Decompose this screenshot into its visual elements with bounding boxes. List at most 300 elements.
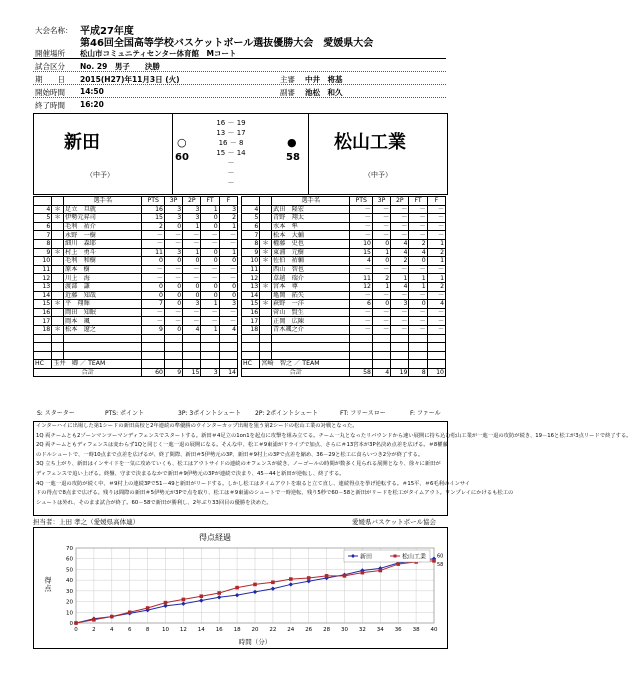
- empty-cell: [272, 334, 350, 343]
- empty-cell: [201, 351, 219, 360]
- total-pts: 60: [142, 368, 165, 377]
- player-2p: －: [183, 308, 201, 317]
- commentary-line: ディフェンスで追い上げる。終盤、守まで決まるなかで新田＃9伊勢元の3Pが連続で決まり、45－44と新田が逆転し、終了する。: [36, 470, 345, 477]
- x-tick-label: 12: [179, 627, 187, 633]
- year-title: 平成27年度: [80, 26, 134, 37]
- data-point: [271, 580, 275, 584]
- player-3p: －: [164, 308, 182, 317]
- player-ft: －: [409, 308, 427, 317]
- empty-cell: [219, 351, 237, 360]
- data-point: [92, 618, 96, 622]
- quarter-row: [206, 138, 256, 148]
- commentary-line: 1Q 両チームとも2ゾーンマンツーマンディフェンスでスタートする。新田＃4足立の1on1を起点に攻撃を組み立てる。チーム一丸となったリバウンドから速い展開に持ち込む松山工業が一進一退の攻防が続き、19－16と松工が3点リードで終了する。: [36, 432, 632, 439]
- x-tick-label: 6: [127, 627, 132, 633]
- player-ft: 0: [201, 257, 219, 266]
- empty-cell: [372, 343, 390, 352]
- divider: [33, 97, 446, 98]
- player-number: 17: [242, 317, 260, 326]
- player-ft: 2: [409, 239, 427, 248]
- player-fouls: 0: [219, 282, 237, 291]
- player-name: 村上 勇斗: [64, 248, 142, 257]
- starter-mark: [52, 239, 64, 248]
- empty-cell: [427, 360, 445, 369]
- starter-mark: [52, 231, 64, 240]
- player-pts: 15: [350, 248, 373, 257]
- player-fouls: －: [427, 222, 445, 231]
- hc-label: HC: [34, 360, 52, 369]
- player-row: [34, 239, 238, 248]
- starter-mark: [260, 308, 272, 317]
- x-tick-label: 10: [162, 627, 169, 633]
- player-ft: －: [201, 239, 219, 248]
- tournament-title: 第46回全国高等学校バスケットボール選抜優勝大会 愛媛県大会: [80, 38, 374, 49]
- player-ft: －: [409, 317, 427, 326]
- x-tick-label: 22: [269, 627, 277, 633]
- starter-mark: ＊: [52, 205, 64, 214]
- empty-cell: [219, 343, 237, 352]
- player-number: 16: [242, 308, 260, 317]
- player-name: 武田 隆宏: [272, 205, 350, 214]
- empty-cell: [34, 343, 52, 352]
- legend-ft: FT: フリースロー: [340, 410, 386, 417]
- player-3p: 0: [164, 325, 182, 334]
- player-name: 宮本 尊: [272, 282, 350, 291]
- player-fouls: 2: [219, 214, 237, 223]
- empty-cell: [64, 334, 142, 343]
- player-row: [34, 231, 238, 240]
- player-ft: －: [201, 231, 219, 240]
- player-ft: 1: [409, 282, 427, 291]
- player-name: 萩野 一洋: [272, 300, 350, 309]
- player-2p: －: [391, 265, 409, 274]
- player-number: 9: [242, 248, 260, 257]
- player-3p: －: [372, 214, 390, 223]
- empty-cell: [409, 351, 427, 360]
- empty-cell: [201, 343, 219, 352]
- starter-mark: ＊: [52, 214, 64, 223]
- header-ft: FT: [409, 197, 427, 206]
- empty-cell: [350, 334, 373, 343]
- player-name: 平 翔輝: [64, 300, 142, 309]
- empty-row: [34, 343, 238, 352]
- organization: 愛媛県バスケットボール協会: [352, 518, 437, 526]
- x-tick-label: 38: [412, 627, 420, 633]
- player-row: [242, 274, 446, 283]
- legend-label: 松山工業: [402, 553, 427, 561]
- empty-cell: [142, 343, 165, 352]
- data-point: [128, 610, 132, 614]
- player-row: [242, 214, 446, 223]
- player-3p: －: [164, 239, 182, 248]
- player-row: [34, 257, 238, 266]
- player-3p: －: [372, 291, 390, 300]
- x-tick-label: 4: [110, 627, 114, 633]
- data-point: [164, 601, 168, 605]
- player-pts: －: [350, 325, 373, 334]
- away-box-score: [241, 196, 446, 377]
- player-fouls: 1: [219, 248, 237, 257]
- away-region: （中予）: [364, 171, 392, 179]
- header-blank: [242, 197, 260, 206]
- player-fouls: －: [427, 308, 445, 317]
- player-number: 16: [34, 308, 52, 317]
- data-point: [146, 606, 150, 610]
- player-pts: －: [350, 265, 373, 274]
- empty-cell: [372, 334, 390, 343]
- data-point: [235, 593, 239, 597]
- player-fouls: －: [219, 274, 237, 283]
- starter-mark: [52, 282, 64, 291]
- commentary-line: のドルシュートで、一時10点まで点差を広げるが、終了間際、新田＃5伊勢元の3P、新田＃9村上の3Pで点差を縮め、36－29と松工に食らいつき2分が終了する。: [36, 451, 424, 458]
- player-ft: －: [409, 231, 427, 240]
- player-3p: 0: [372, 257, 390, 266]
- player-2p: 4: [391, 248, 409, 257]
- player-fouls: 3: [219, 300, 237, 309]
- player-number: 18: [242, 325, 260, 334]
- empty-cell: [272, 351, 350, 360]
- player-3p: －: [372, 265, 390, 274]
- empty-cell: [427, 334, 445, 343]
- player-2p: －: [183, 265, 201, 274]
- player-fouls: 1: [219, 222, 237, 231]
- player-3p: 0: [372, 300, 390, 309]
- empty-cell: [52, 334, 64, 343]
- player-name: 足立 旦就: [64, 205, 142, 214]
- player-3p: －: [164, 265, 182, 274]
- commentary-line: ドの得点で8点まで広げる。残りは間際の新田＃5伊勢元が3Pで点を取り、松工は＃9東浦のシュートで一時逆転、残り5秒で60－58と新田がリードを松工がタイムアウト。ワンプレイにかけるも松工の: [36, 490, 514, 497]
- player-ft: －: [201, 317, 219, 326]
- head-coach-name: 玉井 卿 ／ TEAM: [52, 360, 142, 369]
- player-3p: －: [372, 308, 390, 317]
- player-3p: 1: [372, 248, 390, 257]
- player-ft: －: [409, 205, 427, 214]
- x-tick-label: 16: [215, 627, 223, 633]
- player-fouls: －: [219, 317, 237, 326]
- y-axis-label: 得点: [44, 576, 52, 593]
- legend-label: 新田: [360, 553, 373, 561]
- player-pts: －: [350, 231, 373, 240]
- empty-cell: [409, 360, 427, 369]
- venue-label: 開催場所: [35, 49, 65, 58]
- data-point: [182, 598, 186, 602]
- away-team-name: 松山工業: [334, 132, 406, 153]
- referee-main-label: 主審: [280, 75, 295, 84]
- empty-cell: [164, 343, 182, 352]
- y-tick-label: 50: [66, 567, 73, 574]
- quarter-row: [206, 168, 256, 178]
- quarter-separator: －: [225, 149, 237, 157]
- header-blank: [34, 197, 52, 206]
- divider: [33, 84, 446, 85]
- commentary-line: 2Q 両チームともディフェンスは変わらず1Qと同じく一進一退の展開になる。そんな中、松工＃9東浦がドライブで加点、さらに＃13宮本が3P名決め点差を広げる。＃8權藤: [36, 442, 448, 449]
- player-row: [34, 222, 238, 231]
- player-ft: 0: [201, 222, 219, 231]
- game-info: No. 29 男子 決勝: [80, 62, 160, 71]
- player-row: [242, 231, 446, 240]
- totals-row: [34, 368, 238, 377]
- player-row: [242, 222, 446, 231]
- player-2p: 4: [391, 239, 409, 248]
- quarter-home-score: 13: [216, 129, 226, 137]
- x-tick-label: 30: [341, 627, 348, 633]
- player-pts: 0: [142, 282, 165, 291]
- player-name: 伊勢元昇司: [64, 214, 142, 223]
- player-pts: －: [142, 308, 165, 317]
- data-point: [217, 595, 221, 599]
- x-tick-label: 36: [394, 627, 402, 633]
- data-point: [343, 574, 347, 578]
- starter-mark: [260, 231, 272, 240]
- head-coach-row: [242, 360, 446, 369]
- player-pts: 7: [142, 300, 165, 309]
- empty-cell: [64, 351, 142, 360]
- quarter-separator: －: [227, 169, 235, 177]
- player-row: [34, 300, 238, 309]
- player-row: [242, 291, 446, 300]
- player-name: 正岡 広陳: [272, 317, 350, 326]
- y-tick-label: 60: [66, 556, 73, 563]
- quarter-home-score: 16: [216, 119, 226, 127]
- legend-marker: [394, 555, 397, 558]
- x-tick-label: 20: [251, 627, 259, 633]
- player-number: 11: [34, 265, 52, 274]
- x-tick-label: 2: [92, 627, 96, 633]
- player-number: 6: [242, 222, 260, 231]
- player-pts: －: [142, 274, 165, 283]
- player-ft: －: [201, 308, 219, 317]
- player-2p: 0: [183, 291, 201, 300]
- player-pts: 6: [350, 300, 373, 309]
- legend-foul: F: ファール: [410, 410, 441, 417]
- player-name: 毛利 祐介: [64, 222, 142, 231]
- player-3p: 3: [164, 214, 182, 223]
- player-pts: 9: [142, 325, 165, 334]
- player-fouls: 3: [219, 205, 237, 214]
- player-pts: 11: [142, 248, 165, 257]
- commentary-line: シュートは外れ、そのまま試合が終了。60－58で新田が勝利し、2年ぶり33回目の優勝を決めた。: [36, 499, 272, 506]
- x-axis-label: 時間（分）: [238, 638, 272, 646]
- player-row: [242, 300, 446, 309]
- quarter-separator: －: [227, 139, 239, 147]
- player-row: [34, 265, 238, 274]
- x-tick-label: 26: [305, 627, 313, 633]
- player-row: [242, 325, 446, 334]
- player-name: 青木颯之介: [272, 325, 350, 334]
- player-row: [34, 308, 238, 317]
- player-name: 草越 瑞介: [272, 274, 350, 283]
- player-2p: －: [391, 308, 409, 317]
- legend-2p: 2P: 2ポイントシュート: [255, 410, 319, 417]
- player-ft: －: [201, 274, 219, 283]
- player-2p: 1: [183, 222, 201, 231]
- player-name: 東浦 元樹: [272, 248, 350, 257]
- empty-cell: [372, 351, 390, 360]
- starter-mark: [52, 317, 64, 326]
- total-2p: 19: [391, 368, 409, 377]
- starter-mark: ＊: [260, 282, 272, 291]
- player-pts: 4: [350, 257, 373, 266]
- chart-svg: [34, 528, 447, 648]
- player-ft: 1: [201, 205, 219, 214]
- player-number: 10: [34, 257, 52, 266]
- player-name: 菅山 賢生: [272, 308, 350, 317]
- starter-mark: [260, 317, 272, 326]
- player-name: 亀岡 拓矢: [272, 291, 350, 300]
- score-progress-chart: [33, 527, 448, 649]
- quarter-separator: －: [227, 159, 235, 167]
- player-2p: 1: [183, 248, 201, 257]
- header-name: 選手名: [272, 197, 350, 206]
- data-point: [253, 590, 257, 594]
- starter-mark: [260, 205, 272, 214]
- empty-row: [242, 351, 446, 360]
- end-label: 終了時間: [35, 101, 65, 110]
- player-3p: －: [372, 222, 390, 231]
- player-fouls: －: [427, 265, 445, 274]
- player-number: 8: [34, 239, 52, 248]
- player-pts: －: [350, 308, 373, 317]
- player-2p: －: [183, 317, 201, 326]
- x-tick-label: 40: [430, 627, 438, 633]
- player-3p: 1: [372, 282, 390, 291]
- quarter-away-score: 19: [236, 119, 246, 127]
- player-fouls: －: [427, 231, 445, 240]
- empty-row: [34, 334, 238, 343]
- data-point: [379, 569, 383, 573]
- starter-mark: [260, 222, 272, 231]
- scoreboard: [33, 113, 448, 195]
- total-3p: 9: [164, 368, 182, 377]
- home-total-score: 60: [175, 152, 189, 163]
- player-ft: 0: [201, 291, 219, 300]
- player-row: [34, 205, 238, 214]
- header-pts: PTS: [142, 197, 165, 206]
- empty-cell: [164, 360, 182, 369]
- empty-cell: [391, 343, 409, 352]
- loss-mark: ●: [287, 136, 297, 149]
- player-fouls: 0: [219, 257, 237, 266]
- quarter-separator: －: [227, 179, 235, 187]
- player-pts: 16: [142, 205, 165, 214]
- player-2p: －: [183, 274, 201, 283]
- player-number: 18: [34, 325, 52, 334]
- player-2p: －: [391, 222, 409, 231]
- commentary-line: インターハイに出場した第1シードの新田高校と2年連続の準優勝のウインターカップ出場を狙う第2シードの松山工業の対戦となった。: [36, 423, 358, 429]
- end-label-home: 60: [437, 553, 444, 560]
- player-fouls: －: [219, 308, 237, 317]
- player-number: 17: [34, 317, 52, 326]
- starter-mark: ＊: [52, 248, 64, 257]
- player-pts: －: [350, 317, 373, 326]
- player-ft: 0: [201, 282, 219, 291]
- player-pts: 0: [142, 257, 165, 266]
- data-point: [396, 562, 400, 566]
- empty-cell: [164, 334, 182, 343]
- empty-cell: [201, 334, 219, 343]
- quarter-row: [206, 178, 256, 188]
- x-tick-label: 28: [323, 627, 331, 633]
- player-2p: －: [391, 231, 409, 240]
- x-tick-label: 8: [145, 627, 150, 633]
- empty-cell: [183, 334, 201, 343]
- starter-mark: ＊: [52, 325, 64, 334]
- header-f: F: [427, 197, 445, 206]
- player-row: [242, 248, 446, 257]
- empty-cell: [164, 351, 182, 360]
- player-number: 15: [242, 300, 260, 309]
- player-name: 岡本 颯: [64, 317, 142, 326]
- player-2p: －: [183, 231, 201, 240]
- player-name: 原本 樹: [64, 265, 142, 274]
- totals-label: 合計: [34, 368, 142, 377]
- x-tick-label: 24: [287, 627, 295, 633]
- starter-mark: [52, 257, 64, 266]
- quarter-row: [206, 148, 256, 158]
- player-fouls: －: [427, 317, 445, 326]
- starter-mark: [52, 265, 64, 274]
- player-2p: 2: [391, 257, 409, 266]
- header-2p: 2P: [391, 197, 409, 206]
- player-number: 14: [34, 291, 52, 300]
- end-time: 16:20: [80, 100, 104, 109]
- data-point: [235, 586, 239, 590]
- table-header-row: [34, 197, 238, 206]
- data-point: [200, 594, 204, 598]
- empty-cell: [391, 351, 409, 360]
- empty-cell: [142, 351, 165, 360]
- quarter-home-score: 16: [218, 139, 228, 147]
- empty-cell: [183, 351, 201, 360]
- divider: [33, 58, 446, 59]
- header-blank: [260, 197, 272, 206]
- player-pts: 2: [142, 222, 165, 231]
- player-2p: 4: [391, 282, 409, 291]
- player-fouls: 2: [427, 282, 445, 291]
- player-pts: －: [350, 214, 373, 223]
- player-name: 岡田 知眠: [64, 308, 142, 317]
- player-ft: 1: [201, 325, 219, 334]
- legend-3p: 3P: 3ポイントシュート: [178, 410, 242, 417]
- data-point: [289, 582, 293, 586]
- player-number: 13: [34, 282, 52, 291]
- player-3p: －: [372, 317, 390, 326]
- player-number: 12: [34, 274, 52, 283]
- player-2p: －: [391, 317, 409, 326]
- x-tick-label: 18: [233, 627, 241, 633]
- y-tick-label: 70: [66, 546, 73, 552]
- empty-cell: [391, 360, 409, 369]
- header-pts: PTS: [350, 197, 373, 206]
- starter-mark: [52, 291, 64, 300]
- player-name: 細川 森耶: [64, 239, 142, 248]
- empty-cell: [34, 334, 52, 343]
- empty-cell: [272, 343, 350, 352]
- away-total-score: 58: [286, 152, 300, 163]
- data-point: [253, 583, 257, 587]
- player-2p: 3: [183, 300, 201, 309]
- empty-cell: [409, 343, 427, 352]
- player-row: [242, 282, 446, 291]
- player-name: 渡部 謙: [64, 282, 142, 291]
- empty-cell: [391, 334, 409, 343]
- empty-cell: [409, 334, 427, 343]
- start-time: 14:50: [80, 87, 104, 96]
- player-pts: 10: [350, 239, 373, 248]
- player-number: 4: [34, 205, 52, 214]
- player-ft: 1: [201, 300, 219, 309]
- hc-label: HC: [242, 360, 260, 369]
- player-row: [242, 265, 446, 274]
